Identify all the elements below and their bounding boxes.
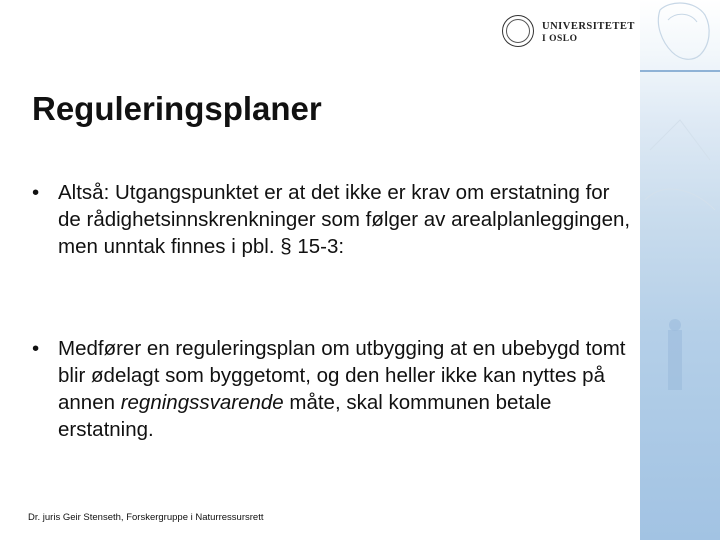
band-divider xyxy=(640,70,720,72)
university-logo xyxy=(500,12,640,52)
logo-name-line1: UNIVERSITETET xyxy=(542,21,635,32)
bullet-text-emphasis: regningssvarende xyxy=(120,391,284,414)
bullet-item xyxy=(32,179,632,260)
bullet-text-part: måte, skal kommunen betale erstatning. xyxy=(58,391,552,441)
statue-illustration xyxy=(640,0,720,540)
logo-name-line2: I OSLO xyxy=(542,34,578,44)
bullet-text: Altså: Utgangspunktet er at det ikke er krav om erstatning for de rådighetsinnskrenkninger som følger av arealplanleggingen, men unntak finnes i pbl. § 15-3: xyxy=(58,181,631,258)
bullet-text-part: Medfører en reguleringsplan om utbygging at en ubebygd tomt blir ødelagt som byggetomt, og den heller ikke kan nyttes på annen xyxy=(58,337,626,414)
bullet-marker: • xyxy=(32,337,40,360)
slide-title: Reguleringsplaner xyxy=(32,90,322,127)
bullet-text xyxy=(58,335,632,443)
footer-author: Dr. juris Geir Stenseth, Forskergruppe i Naturressursrett xyxy=(28,512,264,523)
seal-icon xyxy=(502,15,534,47)
bullet-marker: • xyxy=(32,181,40,204)
bullet-item xyxy=(32,335,632,443)
